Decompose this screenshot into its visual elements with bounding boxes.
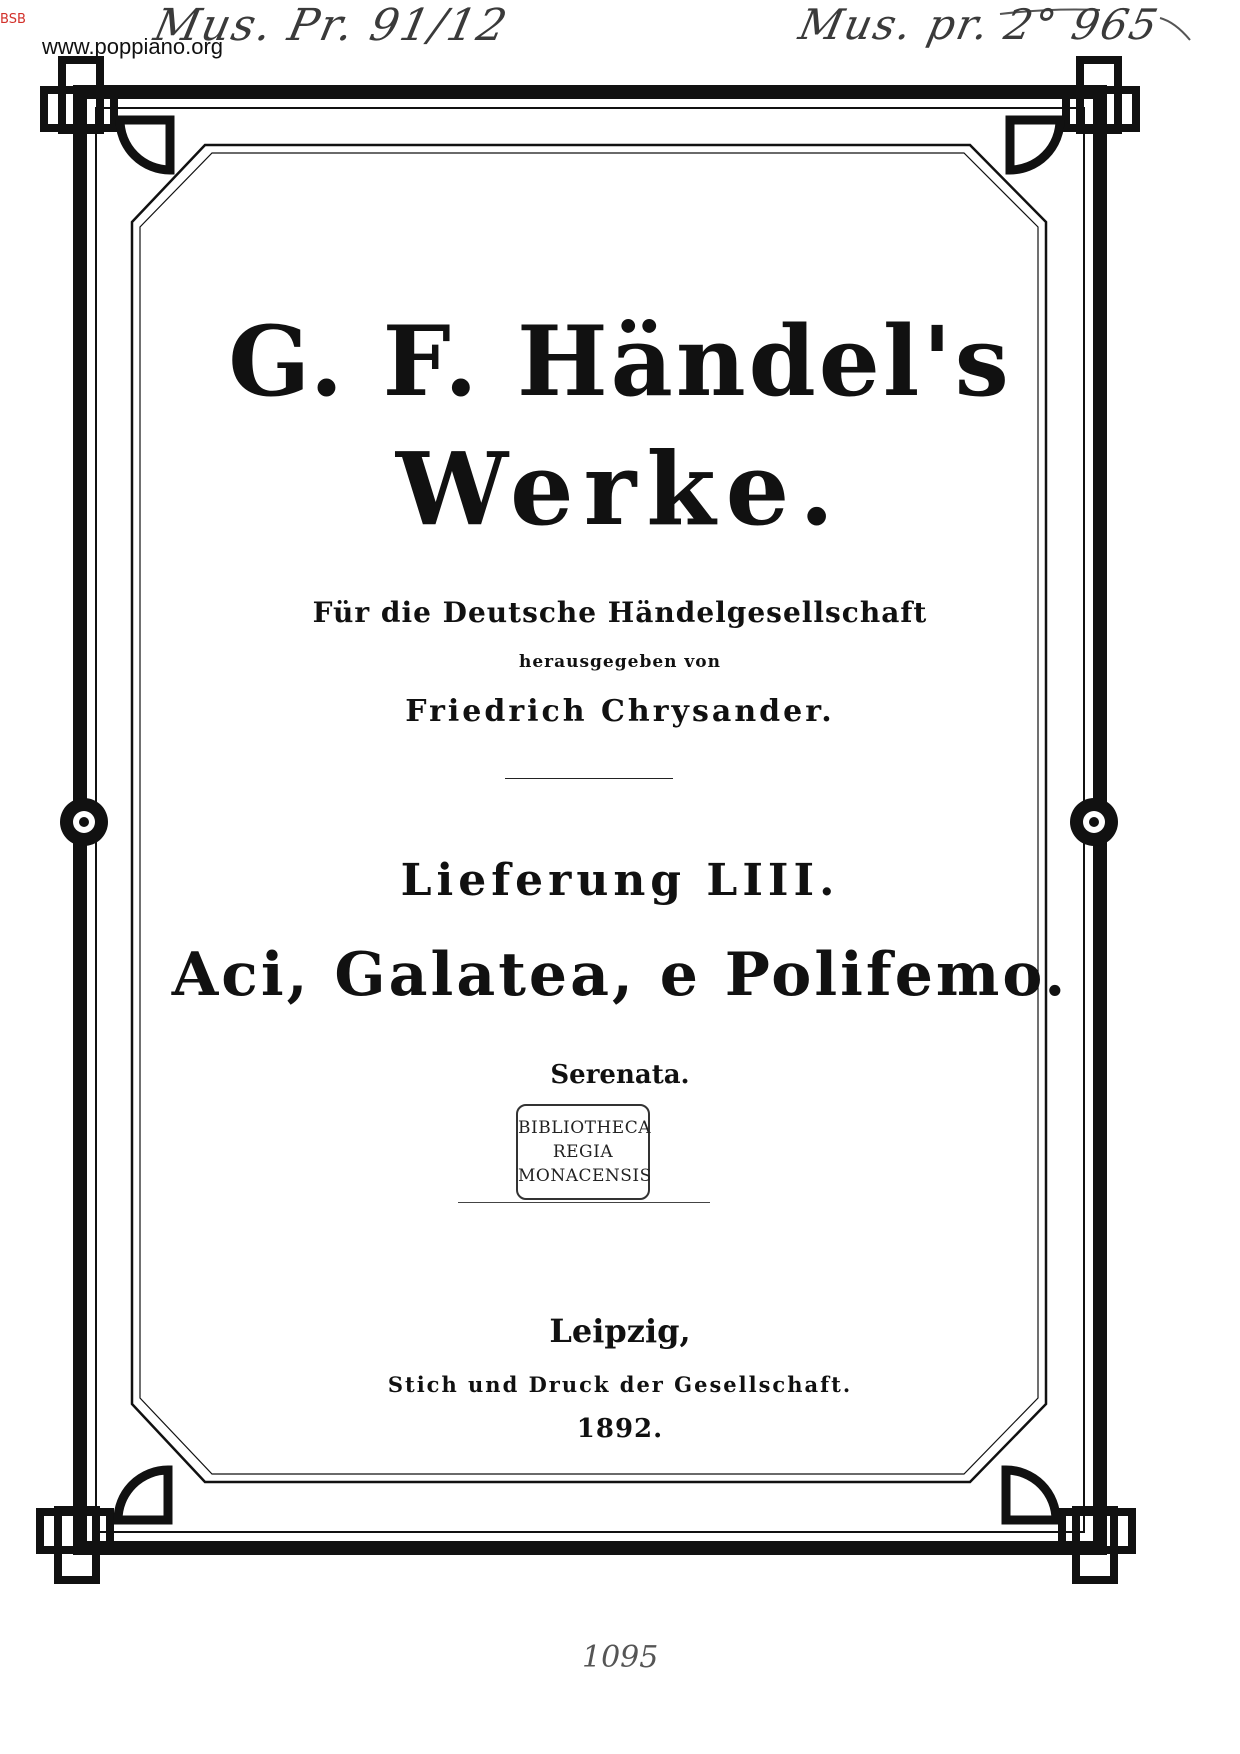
composer-title: G. F. Händel's [228,305,1012,418]
society-line: Für die Deutsche Händelgesellschaft [312,596,928,629]
handwritten-shelfmark-left: Mus. Pr. 91/12 [149,0,513,51]
side-medallion-left [60,798,108,846]
handwritten-number: 1095 [582,1640,659,1675]
stamp-line: MONACENSIS [518,1166,652,1186]
printer-line: Stich und Druck der Gesellschaft. [387,1372,853,1397]
stamp-line: REGIA [552,1142,614,1162]
side-medallion-right [1070,798,1118,846]
corner-ornament-bottom-right [1006,1470,1132,1580]
corner-ornament-bottom-left [40,1470,168,1580]
corner-ornament-top-left [44,60,170,170]
library-mark: BSB [0,12,26,27]
stamp-line: BIBLIOTHECA [518,1118,651,1138]
handwritten-shelfmark-right: Mus. pr. 2° 965 [794,0,1164,49]
divider-rule [458,1202,710,1203]
works-title: Werke. [395,430,845,548]
publication-year: 1892. [576,1414,664,1444]
website-watermark: www.poppiano.org [42,34,224,59]
work-title: Aci, Galatea, e Polifemo. [171,940,1069,1010]
issue-number: Lieferung LIII. [400,855,840,906]
corner-ornament-top-right [1010,60,1136,170]
work-genre: Serenata. [550,1060,690,1090]
edited-by-line: herausgegeben von [518,652,722,672]
divider-rule [505,778,673,779]
editor-name: Friedrich Chrysander. [405,694,835,729]
publication-city: Leipzig, [549,1312,691,1350]
library-stamp [516,1104,650,1200]
